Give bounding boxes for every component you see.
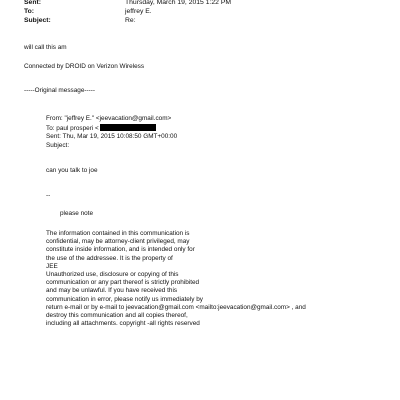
subject-value: Re: xyxy=(125,17,136,24)
original-from: From: "jeffrey E." <jeevacation@gmail.com> xyxy=(46,115,172,122)
original-sent: Sent: Thu, Mar 19, 2015 10:08:50 GMT+00:00 xyxy=(46,133,178,140)
original-message-marker: -----Original message----- xyxy=(24,87,96,94)
original-to-text: To: paul prosperi < xyxy=(46,125,99,132)
disclaimer-line: and may be unlawful. If you have received this xyxy=(46,287,178,295)
disclaimer xyxy=(46,230,346,328)
disclaimer-line: The information contained in this communication is xyxy=(46,230,190,237)
subject-label: Subject: xyxy=(24,17,51,24)
disclaimer-line: communication or any part thereof is strictly prohibited xyxy=(46,279,200,287)
please-note: please note xyxy=(60,210,94,217)
signature-separator: -- xyxy=(46,192,51,199)
disclaimer-line: destroy this communication and all copies thereof, xyxy=(46,311,188,319)
original-to xyxy=(46,124,156,133)
reply-signature: Connected by DROID on Verizon Wireless xyxy=(24,63,145,70)
disclaimer-line: constitute inside information, and is intended only for xyxy=(46,246,195,254)
to-value: jeffrey E. xyxy=(125,8,152,15)
disclaimer-line: return e-mail or by e-mail to jeevacation@gmail.com <mailto:jeevacation@gmail.com> , and xyxy=(46,303,306,311)
sent-value: Thursday, March 19, 2015 1:22 PM xyxy=(125,0,232,6)
original-body: can you talk to joe xyxy=(46,167,98,174)
to-row xyxy=(24,7,384,16)
to-label: To: xyxy=(24,8,35,15)
disclaimer-line: the use of the addressee. It is the property of xyxy=(46,254,173,262)
sent-label: Sent: xyxy=(24,0,41,6)
disclaimer-line: including all attachments. copyright -all rights reserved xyxy=(46,320,200,328)
disclaimer-line: confidential, may be attorney-client privileged, may xyxy=(46,238,190,246)
disclaimer-line: communication in error, please notify us immediately by xyxy=(46,295,203,303)
original-subject: Subject: xyxy=(46,142,70,149)
subject-row xyxy=(24,16,384,25)
redaction-bar xyxy=(100,124,156,131)
disclaimer-line: Unauthorized use, disclosure or copying of this xyxy=(46,270,179,278)
reply-text: will call this am xyxy=(24,44,67,51)
sent-row xyxy=(24,0,384,7)
disclaimer-line: JEE xyxy=(46,262,58,270)
